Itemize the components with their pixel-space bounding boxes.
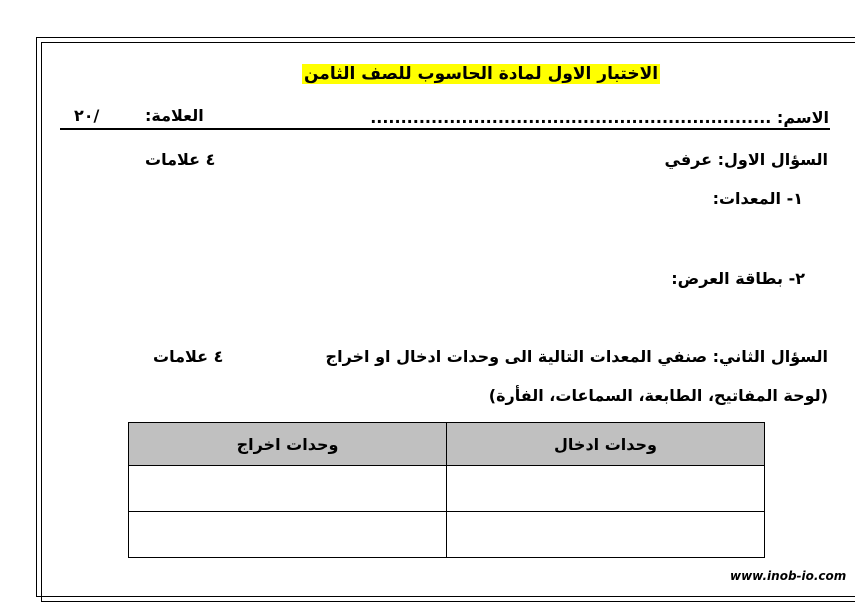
grade-label: العلامة:	[145, 106, 204, 125]
grade-value: ٢٠/	[74, 106, 100, 125]
question-2-items: (لوحة المفاتيح، الطابعة، السماعات، الفأرة)	[488, 386, 828, 405]
output-cell[interactable]	[129, 512, 447, 558]
table-header-row	[129, 423, 765, 466]
question-1-item-2: ٢- بطاقة العرض:	[671, 269, 805, 288]
watermark-url: www.inob-io.com	[730, 569, 847, 583]
question-2-marks: ٤ علامات	[153, 347, 224, 366]
units-table	[128, 422, 765, 558]
input-units-header: وحدات ادخال	[447, 423, 765, 466]
question-1-item-1: ١- المعدات:	[712, 189, 803, 208]
table-row	[129, 512, 765, 558]
input-cell[interactable]	[447, 512, 765, 558]
output-cell[interactable]	[129, 466, 447, 512]
exam-title: الاختبار الاول لمادة الحاسوب للصف الثامن	[304, 64, 659, 84]
table-row	[129, 466, 765, 512]
question-1-title: السؤال الاول: عرفي	[664, 150, 828, 169]
input-cell[interactable]	[447, 466, 765, 512]
question-2-title: السؤال الثاني: صنفي المعدات التالية الى وحدات ادخال او اخراج	[325, 347, 828, 366]
header-divider	[60, 128, 830, 130]
question-1-marks: ٤ علامات	[145, 150, 216, 169]
output-units-header: وحدات اخراج	[129, 423, 447, 466]
name-field-label: الاسم: ..................................................................	[370, 108, 829, 127]
